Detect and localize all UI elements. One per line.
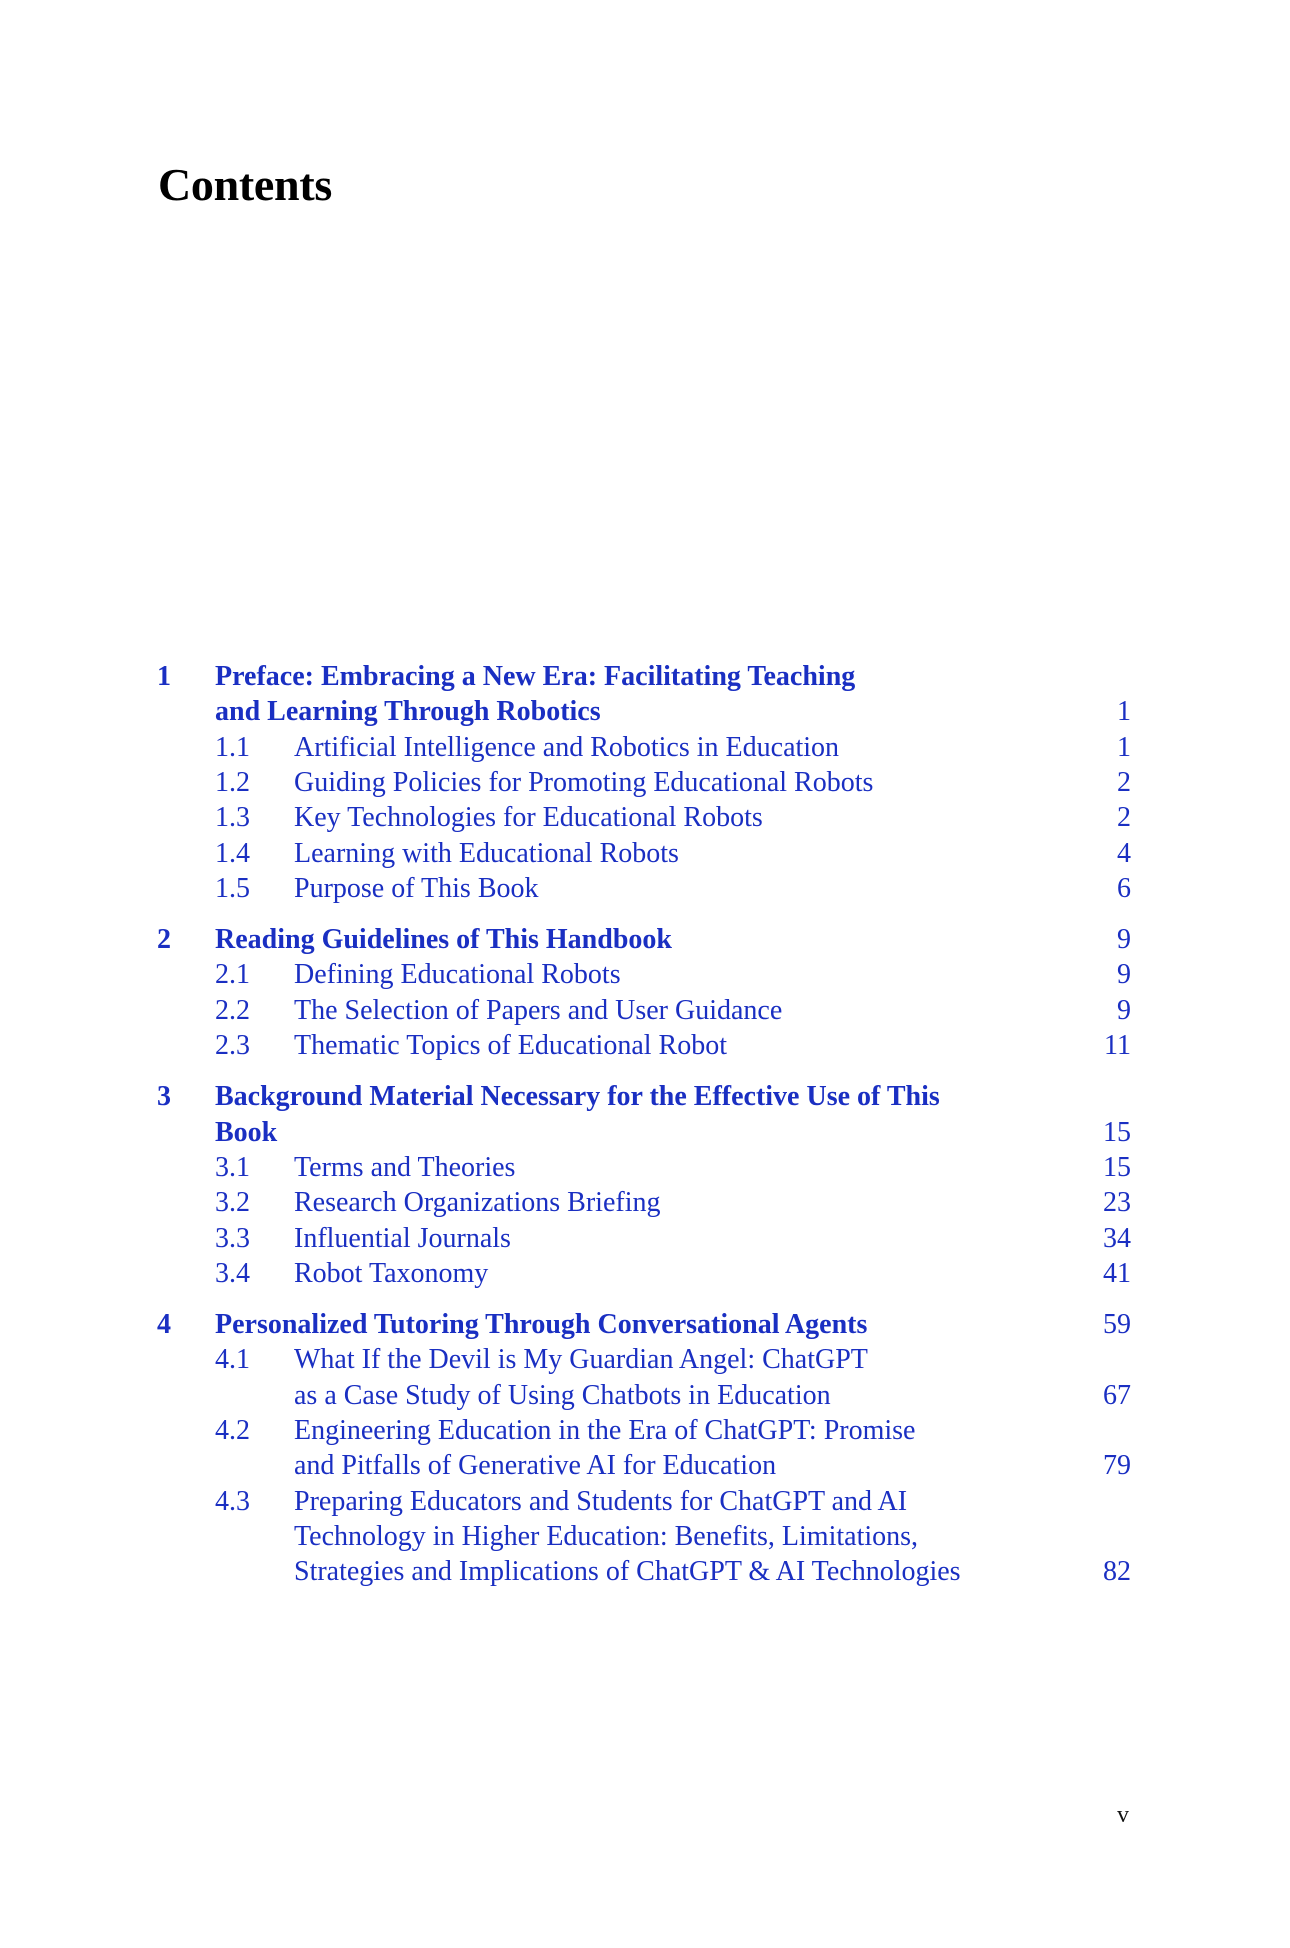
section-number: 2.2 <box>215 994 250 1026</box>
section-number: 3.2 <box>215 1187 250 1219</box>
toc-line <box>0 1307 1290 1343</box>
chapter-title[interactable]: Preface: Embracing a New Era: Facilitating Teaching <box>215 661 856 692</box>
toc-page-number[interactable]: 34 <box>1103 1222 1131 1254</box>
toc-page-number[interactable]: 6 <box>1117 872 1131 904</box>
toc-line <box>0 1185 1290 1221</box>
section-title[interactable]: Purpose of This Book <box>294 872 539 904</box>
toc-page-number[interactable]: 82 <box>1103 1556 1131 1588</box>
toc-page-number[interactable]: 41 <box>1103 1257 1131 1289</box>
toc-line <box>0 1519 1290 1555</box>
toc-line <box>0 765 1290 801</box>
toc-page-number[interactable]: 9 <box>1117 924 1131 956</box>
section-title[interactable]: Technology in Higher Education: Benefits, Limitations, <box>294 1520 919 1552</box>
toc-line <box>0 922 1290 958</box>
toc-page-number[interactable]: 2 <box>1117 766 1131 798</box>
section-number: 1.4 <box>215 837 250 869</box>
section-title[interactable]: Influential Journals <box>294 1222 511 1254</box>
section-title[interactable]: as a Case Study of Using Chatbots in Education <box>294 1379 831 1411</box>
chapter-number: 3 <box>157 1081 171 1113</box>
toc-line <box>0 800 1290 836</box>
toc-page-number[interactable]: 15 <box>1103 1151 1131 1183</box>
section-title[interactable]: What If the Devil is My Guardian Angel: ChatGPT <box>294 1344 868 1376</box>
section-number: 2.1 <box>215 959 250 991</box>
page-title: Contents <box>158 159 332 210</box>
section-title[interactable]: The Selection of Papers and User Guidance <box>294 994 783 1026</box>
section-title[interactable]: Preparing Educators and Students for ChatGPT and AI <box>294 1485 908 1517</box>
section-number: 4.2 <box>215 1415 250 1446</box>
section-number: 1.2 <box>215 766 250 798</box>
section-number: 4.1 <box>215 1344 250 1376</box>
toc-line <box>0 957 1290 993</box>
toc-page-number[interactable]: 2 <box>1117 802 1131 834</box>
section-title[interactable]: Learning with Educational Robots <box>294 837 679 869</box>
toc-page-number[interactable]: 23 <box>1103 1187 1131 1219</box>
toc-line <box>0 1150 1290 1186</box>
section-number: 4.3 <box>215 1485 250 1517</box>
toc-line <box>0 1378 1290 1414</box>
toc-line <box>0 694 1290 730</box>
section-title[interactable]: Robot Taxonomy <box>294 1257 489 1289</box>
chapter-title[interactable]: Personalized Tutoring Through Conversational Agents <box>215 1309 868 1341</box>
section-title[interactable]: Engineering Education in the Era of ChatGPT: Promise <box>294 1415 916 1446</box>
chapter-number: 2 <box>157 924 171 956</box>
toc-page-number[interactable]: 9 <box>1117 959 1131 991</box>
toc-line <box>0 993 1290 1029</box>
toc-line <box>0 659 1290 695</box>
section-title[interactable]: Thematic Topics of Educational Robot <box>294 1030 727 1061</box>
section-title[interactable]: Guiding Policies for Promoting Educational Robots <box>294 766 874 798</box>
section-title[interactable]: Defining Educational Robots <box>294 959 621 991</box>
toc-page-number[interactable]: 4 <box>1117 837 1131 869</box>
section-title[interactable]: Research Organizations Briefing <box>294 1187 661 1219</box>
section-title[interactable]: Key Technologies for Educational Robots <box>294 802 763 834</box>
toc-line <box>0 1115 1290 1151</box>
toc-line <box>0 1221 1290 1257</box>
toc-page-number[interactable]: 1 <box>1117 731 1131 763</box>
toc-line <box>0 1484 1290 1520</box>
chapter-title[interactable]: and Learning Through Robotics <box>215 696 601 728</box>
toc-line <box>0 1079 1290 1115</box>
toc-line <box>0 1342 1290 1378</box>
toc-line <box>0 871 1290 907</box>
toc-page-number[interactable]: 67 <box>1103 1379 1131 1411</box>
section-number: 1.1 <box>215 731 250 763</box>
section-title[interactable]: Terms and Theories <box>294 1151 516 1183</box>
toc-line <box>0 1448 1290 1484</box>
toc-page-number[interactable]: 11 <box>1104 1030 1131 1061</box>
chapter-number: 4 <box>157 1309 171 1341</box>
toc-page-number[interactable]: 59 <box>1103 1309 1131 1341</box>
chapter-number: 1 <box>157 661 171 692</box>
toc-page-number[interactable]: 15 <box>1103 1116 1131 1148</box>
toc-page-number[interactable]: 9 <box>1117 994 1131 1026</box>
chapter-title[interactable]: Background Material Necessary for the Effective Use of This <box>215 1081 940 1113</box>
toc-line <box>0 1256 1290 1292</box>
chapter-title[interactable]: Book <box>215 1116 278 1148</box>
section-title[interactable]: and Pitfalls of Generative AI for Education <box>294 1450 777 1482</box>
section-number: 3.4 <box>215 1257 250 1289</box>
toc-page-number[interactable]: 79 <box>1103 1450 1131 1482</box>
toc-line <box>0 1028 1290 1064</box>
toc-page-number[interactable]: 1 <box>1117 696 1131 728</box>
toc-line <box>0 730 1290 766</box>
section-number: 2.3 <box>215 1030 250 1061</box>
toc-line <box>0 1413 1290 1449</box>
section-title[interactable]: Strategies and Implications of ChatGPT & AI Technologies <box>294 1556 961 1588</box>
section-number: 3.3 <box>215 1222 250 1254</box>
chapter-title[interactable]: Reading Guidelines of This Handbook <box>215 924 672 956</box>
section-number: 1.5 <box>215 872 250 904</box>
page-number: v <box>1117 1802 1129 1828</box>
section-number: 3.1 <box>215 1151 250 1183</box>
toc-line <box>0 836 1290 872</box>
section-number: 1.3 <box>215 802 250 834</box>
section-title[interactable]: Artificial Intelligence and Robotics in Education <box>294 731 840 763</box>
toc-line <box>0 1554 1290 1590</box>
